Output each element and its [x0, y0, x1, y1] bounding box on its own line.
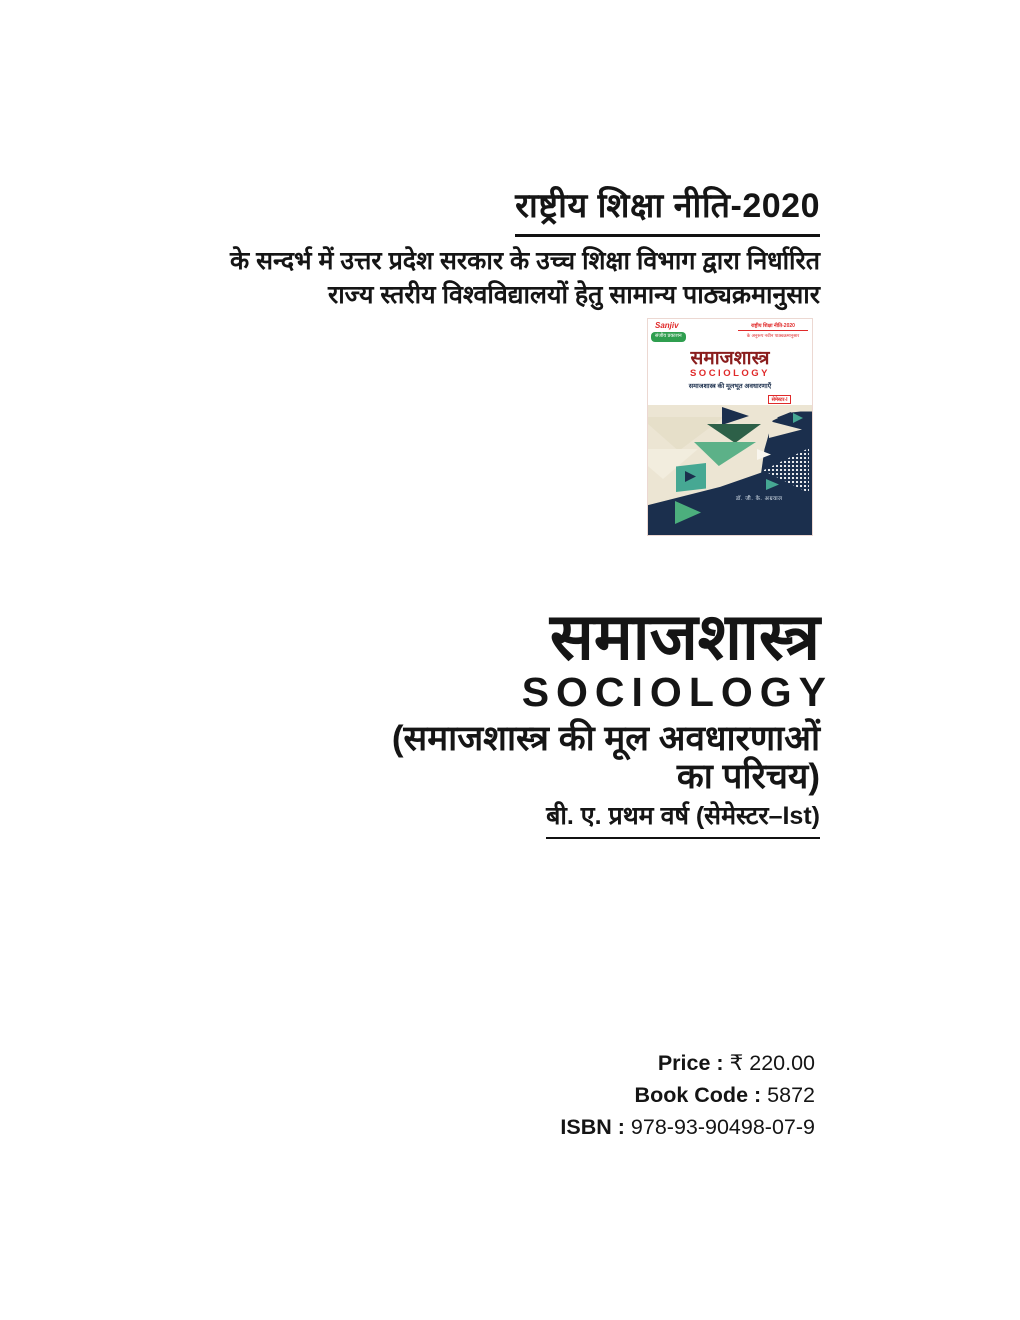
cover-header-area — [648, 319, 812, 405]
triangle-navy-large — [722, 407, 749, 425]
triangle-dark-green — [707, 424, 761, 443]
book-code-value: 5872 — [767, 1083, 815, 1107]
cover-tagline: समाजशास्त्र की मूलभूत अवधारणाएँ — [688, 383, 772, 390]
policy-subtitle-line2: राज्य स्तरीय विश्वविद्यालयों हेतु सामान्य पाठ्यक्रमानुसार — [327, 281, 820, 309]
book-code-label: Book Code : — [634, 1083, 762, 1107]
book-series: बी. ए. प्रथम वर्ष (सेमेस्टर–Ist) — [546, 798, 820, 839]
cover-author: डॉ. जी. के. अग्रवाल — [736, 496, 783, 502]
policy-subtitle-line1: के सन्दर्भ में उत्तर प्रदेश सरकार के उच्च शिक्षा विभाग द्वारा निर्धारित — [229, 247, 820, 275]
price-value: ₹ 220.00 — [729, 1051, 815, 1075]
cover-nep-line2: के अनुरूप नवीन पाठ्यक्रमानुसार — [746, 332, 800, 338]
cover-nep-line1: राष्ट्रीय शिक्षा नीति-2020 — [738, 323, 808, 331]
book-subtitle-line2: का परिचय) — [676, 757, 820, 796]
book-cover-thumbnail — [647, 318, 813, 536]
book-code-row — [635, 1083, 815, 1108]
cover-semester-badge: सेमेस्टर-I — [768, 395, 791, 404]
price-row — [658, 1051, 815, 1076]
book-title-english: SOCIOLOGY — [521, 669, 833, 715]
price-label: Price : — [657, 1051, 724, 1075]
triangle-mid-green — [694, 442, 756, 466]
cover-nep-badge — [738, 323, 808, 339]
isbn-value: 978-93-90498-07-9 — [630, 1115, 815, 1139]
book-subtitle-line1: (समाजशास्त्र की मूल अवधारणाओं — [391, 719, 820, 758]
publisher-tagline-pill: संजीव प्रकाशन — [651, 332, 686, 342]
book-title-hindi: समाजशास्त्र — [549, 600, 820, 673]
cover-subtitle: SOCIOLOGY — [689, 368, 771, 379]
isbn-label: ISBN : — [560, 1115, 625, 1139]
isbn-row — [560, 1115, 815, 1140]
cover-artwork — [648, 405, 812, 535]
policy-title: राष्ट्रीय शिक्षा नीति-2020 — [515, 181, 820, 237]
publisher-logo: Sanjiv — [655, 321, 679, 330]
cover-title: समाजशास्त्र — [690, 348, 770, 369]
